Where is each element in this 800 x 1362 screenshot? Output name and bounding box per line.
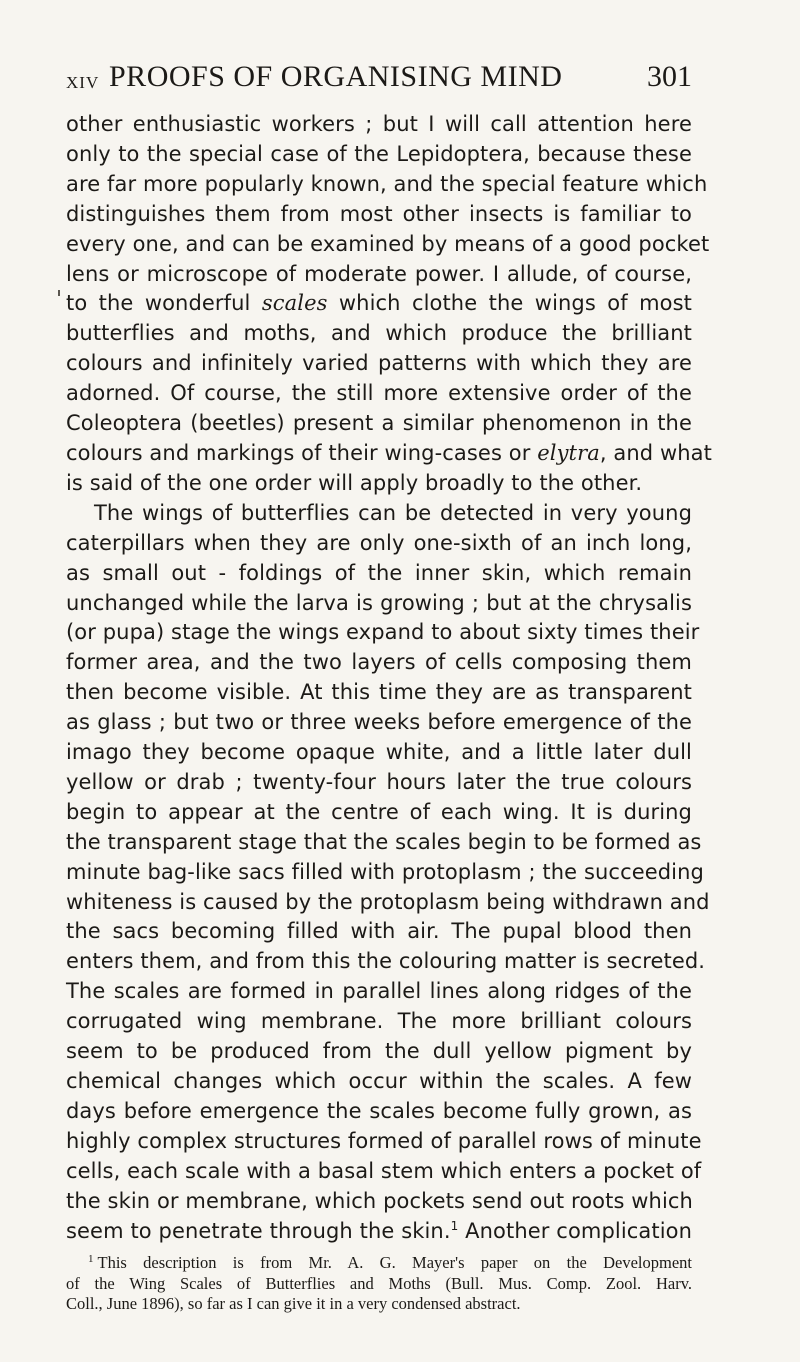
- footnote-line: Coll., June 1896), so far as I can give it in a very condensed abstract.: [66, 1294, 521, 1313]
- text-line: the skin or membrane, which pockets send out roots which: [66, 1188, 693, 1213]
- text-line: former area, and the two layers of cells composing them: [66, 650, 692, 675]
- text-line: cells, each scale with a basal stem which enters a pocket of: [66, 1158, 702, 1183]
- text-line: yellow or drab ; twenty-four hours later the true colours: [66, 769, 692, 794]
- text-line: the transparent stage that the scales begin to be formed as: [66, 829, 702, 854]
- text-line: is said of the one order will apply broadly to the other.: [66, 470, 643, 495]
- page-title: PROOFS OF ORGANISING MIND: [109, 60, 563, 93]
- footnote-reference[interactable]: 1: [450, 1218, 459, 1233]
- section-number: XIV: [66, 73, 100, 92]
- body-text: [66, 110, 712, 1246]
- text-line: The wings of butterflies can be detected in very young: [94, 500, 692, 525]
- page-number: 301: [647, 60, 692, 93]
- text-line: every one, and can be examined by means of a good pocket: [66, 231, 710, 256]
- text-line: [66, 439, 712, 469]
- text-line: distinguishes them from most other insects is familiar to: [66, 201, 692, 226]
- text-line: lens or microscope of moderate power. I allude, of course,: [66, 261, 692, 286]
- margin-mark: [58, 290, 60, 296]
- text-segment: , and what: [599, 440, 712, 465]
- footnote: [66, 1253, 692, 1315]
- text-line: chemical changes which occur within the scales. A few: [66, 1069, 692, 1093]
- text-line: enters them, and from this the colouring matter is secreted.: [66, 949, 706, 974]
- text-segment: which clothe the wings of most: [327, 291, 692, 316]
- footnote-line: [66, 1253, 692, 1274]
- footnote-line: of the Wing Scales of Butterflies and Moths (Bull. Mus. Comp. Zool. Harv.: [66, 1273, 692, 1293]
- text-line: (or pupa) stage the wings expand to about sixty times their: [66, 620, 700, 645]
- text-line: whiteness is caused by the protoplasm being withdrawn and: [66, 889, 710, 914]
- text-line: seem to be produced from the dull yellow pigment by: [66, 1039, 692, 1064]
- text-line: the sacs becoming filled with air. The pupal blood then: [66, 919, 692, 944]
- footnote-text: This description is from Mr. A. G. Mayer's paper on the Development: [97, 1253, 692, 1272]
- text-line: Coleoptera (beetles) present a similar phenomenon in the: [66, 411, 692, 436]
- text-line: unchanged while the larva is growing ; but at the chrysalis: [66, 590, 692, 615]
- text-line: as small out - foldings of the inner skin, which remain: [66, 560, 692, 585]
- text-line: butterflies and moths, and which produce the brilliant: [66, 321, 692, 346]
- text-segment: seem to penetrate through the skin.: [66, 1218, 451, 1243]
- text-line: imago they become opaque white, and a little later dull: [66, 740, 692, 765]
- text-line: highly complex structures formed of parallel rows of minute: [66, 1128, 702, 1153]
- text-line: colours and infinitely varied patterns with which they are: [66, 351, 692, 376]
- text-line: only to the special case of the Lepidoptera, because these: [66, 141, 692, 166]
- text-line: [66, 1217, 692, 1247]
- italic-term-elytra: elytra: [537, 440, 600, 465]
- footnote-mark: 1: [88, 1252, 94, 1265]
- text-line: adorned. Of course, the still more extensive order of the: [66, 381, 692, 406]
- text-segment: to the wonderful: [66, 291, 262, 316]
- text-line: days before emergence the scales become fully grown, as: [66, 1098, 692, 1123]
- text-line: are far more popularly known, and the special feature which: [66, 171, 708, 196]
- text-line: minute bag-like sacs filled with protoplasm ; the succeeding: [66, 859, 704, 884]
- text-line: caterpillars when they are only one-sixth of an inch long,: [66, 530, 692, 555]
- text-line: corrugated wing membrane. The more brilliant colours: [66, 1009, 692, 1034]
- text-line: The scales are formed in parallel lines along ridges of the: [66, 979, 692, 1004]
- running-head: [66, 56, 692, 100]
- text-line: [66, 289, 692, 319]
- text-segment: colours and markings of their wing-cases or: [66, 440, 538, 465]
- text-line: other enthusiastic workers ; but I will call attention here: [66, 112, 692, 136]
- italic-term-scales: scales: [261, 291, 328, 316]
- text-line: then become visible. At this time they are as transparent: [66, 680, 692, 705]
- text-segment: Another complication: [458, 1218, 692, 1243]
- text-line: begin to appear at the centre of each wing. It is during: [66, 799, 692, 824]
- text-line: as glass ; but two or three weeks before emergence of the: [66, 710, 692, 735]
